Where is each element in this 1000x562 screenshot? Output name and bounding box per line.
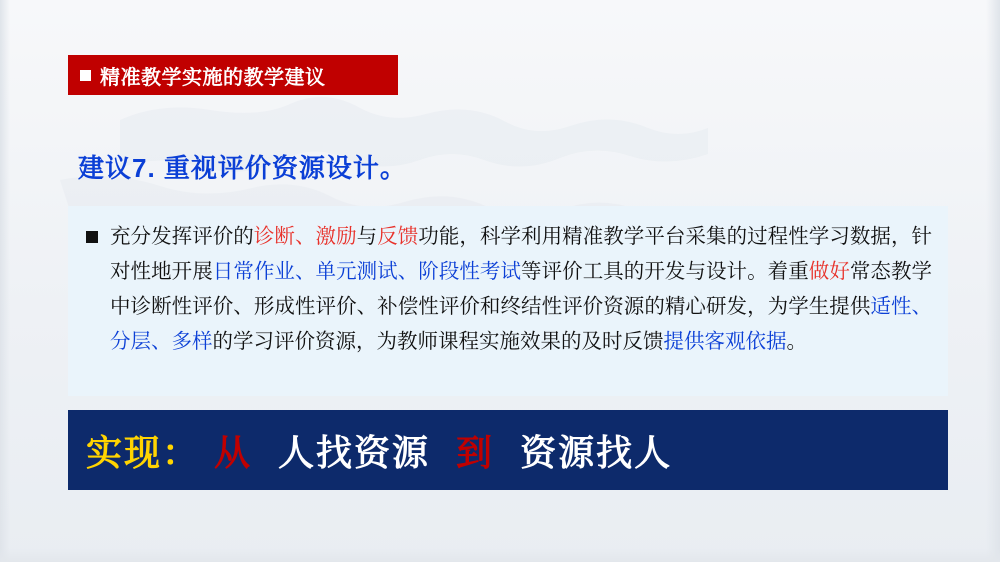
section-title-banner xyxy=(68,55,398,95)
body-segment: 与 xyxy=(356,226,378,248)
body-segment-highlight: 提供客观依据 xyxy=(663,331,787,353)
body-segment: 常态教学中诊断性评价、形成性评价、补偿性评价和终结性评价资源的精心研发，为学生提供 xyxy=(110,261,933,318)
summary-from-marker: 从 xyxy=(214,431,253,473)
summary-to-text: 资源找人 xyxy=(520,431,673,473)
body-segment-highlight: 反馈 xyxy=(377,226,419,248)
body-segment: 功能，科学利用精准教学平台采集的过程性学习数据，针对性地开展 xyxy=(110,226,933,283)
slide-edge-right xyxy=(986,0,1000,562)
body-segment-highlight: 诊断、激励 xyxy=(253,226,357,248)
summary-from-text: 人找资源 xyxy=(278,431,431,473)
body-segment: 充分发挥评价的 xyxy=(110,226,254,248)
body-segment: 。 xyxy=(786,331,807,353)
body-segment-highlight: 日常作业、单元测试、阶段性考试 xyxy=(212,261,522,283)
body-panel xyxy=(68,206,948,396)
body-segment-highlight: 做好 xyxy=(808,261,850,283)
summary-band xyxy=(68,410,948,490)
slide-edge-left xyxy=(0,0,10,562)
body-segment: 的学习评价资源，为教师课程实施效果的及时反馈 xyxy=(212,331,664,353)
square-bullet-icon xyxy=(86,231,98,243)
section-title-text: 精准教学实施的教学建议 xyxy=(100,66,326,89)
body-segment-highlight: 适性、分层、多样 xyxy=(110,296,933,353)
body-paragraph xyxy=(84,220,932,360)
square-bullet-icon xyxy=(80,70,91,81)
body-segment: 等评价工具的开发与设计。着重 xyxy=(521,261,809,283)
slide-edge-bottom xyxy=(0,548,1000,562)
page-heading: 建议7. 重视评价资源设计。 xyxy=(78,153,407,183)
summary-to-marker: 到 xyxy=(456,431,495,473)
summary-label: 实现： xyxy=(86,431,201,473)
